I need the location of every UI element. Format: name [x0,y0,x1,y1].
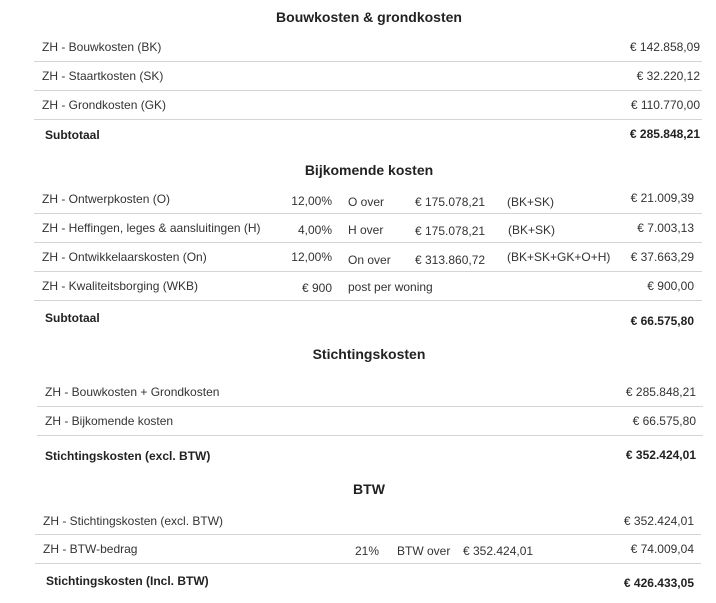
row-basis-label: On over [348,253,391,267]
row-rate: € 900 [301,281,332,295]
row-basis-label: post per woning [348,280,433,294]
table-row-heffingen [34,214,702,243]
row-rate: 12,00% [291,250,332,264]
row-rate: 21% [354,544,379,558]
row-label: ZH - BTW-bedrag [43,542,138,556]
row-label: ZH - Bouwkosten + Grondkosten [45,385,220,399]
section-title-btw: BTW [353,481,385,497]
table-row-bouwkosten [34,33,702,62]
subtotal-label: Stichtingskosten (Incl. BTW) [46,574,209,588]
section-title-stichtingskosten: Stichtingskosten [312,346,426,362]
row-amount: € 37.663,29 [630,250,694,264]
table-row-ontwerpkosten [34,185,702,214]
row-label: ZH - Heffingen, leges & aansluitingen (H) [42,221,261,235]
subtotal-row-bijkomende [34,301,702,329]
table-row-ontwikkelaarskosten [34,243,702,272]
table-row-stichting-excl [35,506,701,535]
row-amount: € 32.220,12 [636,69,700,83]
subtotal-amount: € 285.848,21 [629,127,700,141]
subtotal-amount: € 352.424,01 [625,448,696,462]
table-row-bijkomende-kosten [37,407,703,436]
row-basis-label: H over [348,223,384,237]
row-amount: € 110.770,00 [630,98,700,112]
row-label: ZH - Bijkomende kosten [45,414,174,428]
table-row-kwaliteitsborging [34,272,702,301]
row-formula: (BK+SK) [507,195,555,209]
row-amount: € 66.575,80 [632,414,696,428]
row-label: ZH - Stichtingskosten (excl. BTW) [43,514,224,528]
subtotal-label: Subtotaal [45,128,100,142]
row-label: ZH - Bouwkosten (BK) [42,40,162,54]
table-row-staartkosten [34,62,702,91]
row-formula: (BK+SK+GK+O+H) [507,250,611,264]
row-amount: € 74.009,04 [630,542,694,556]
subtotal-label: Stichtingskosten (excl. BTW) [45,449,211,463]
row-rate: 12,00% [291,194,332,208]
row-basis-label: BTW over [397,544,451,558]
row-amount: € 21.009,39 [630,191,694,205]
subtotal-row-stichting-excl [37,436,703,464]
subtotal-amount: € 66.575,80 [630,314,694,328]
row-label: ZH - Ontwikkelaarskosten (On) [42,250,207,264]
row-label: ZH - Staartkosten (SK) [42,69,164,83]
row-amount: € 900,00 [647,279,694,293]
row-basis-amount: € 175.078,21 [415,224,486,238]
subtotal-label: Subtotaal [45,311,100,325]
subtotal-row-bouwkosten [34,120,702,148]
table-row-grondkosten [34,91,702,120]
table-row-bouw-grond [37,378,703,407]
row-label: ZH - Ontwerpkosten (O) [42,192,171,206]
section-title-bouwkosten: Bouwkosten & grondkosten [276,9,462,25]
row-basis-label: O over [348,195,385,209]
subtotal-amount: € 426.433,05 [623,576,694,590]
section-title-bijkomende: Bijkomende kosten [304,162,434,178]
row-amount: € 7.003,13 [637,221,694,235]
row-amount: € 352.424,01 [623,514,694,528]
row-label: ZH - Grondkosten (GK) [42,98,167,112]
row-amount: € 285.848,21 [625,385,696,399]
subtotal-row-stichting-incl [35,564,701,592]
table-row-btw-bedrag [35,535,701,564]
row-basis-amount: € 352.424,01 [463,544,534,558]
row-formula: (BK+SK) [508,223,556,237]
row-amount: € 142.858,09 [629,40,700,54]
row-label: ZH - Kwaliteitsborging (WKB) [42,279,199,293]
row-basis-amount: € 313.860,72 [415,253,486,267]
row-basis-amount: € 175.078,21 [415,195,486,209]
row-rate: 4,00% [297,223,332,237]
